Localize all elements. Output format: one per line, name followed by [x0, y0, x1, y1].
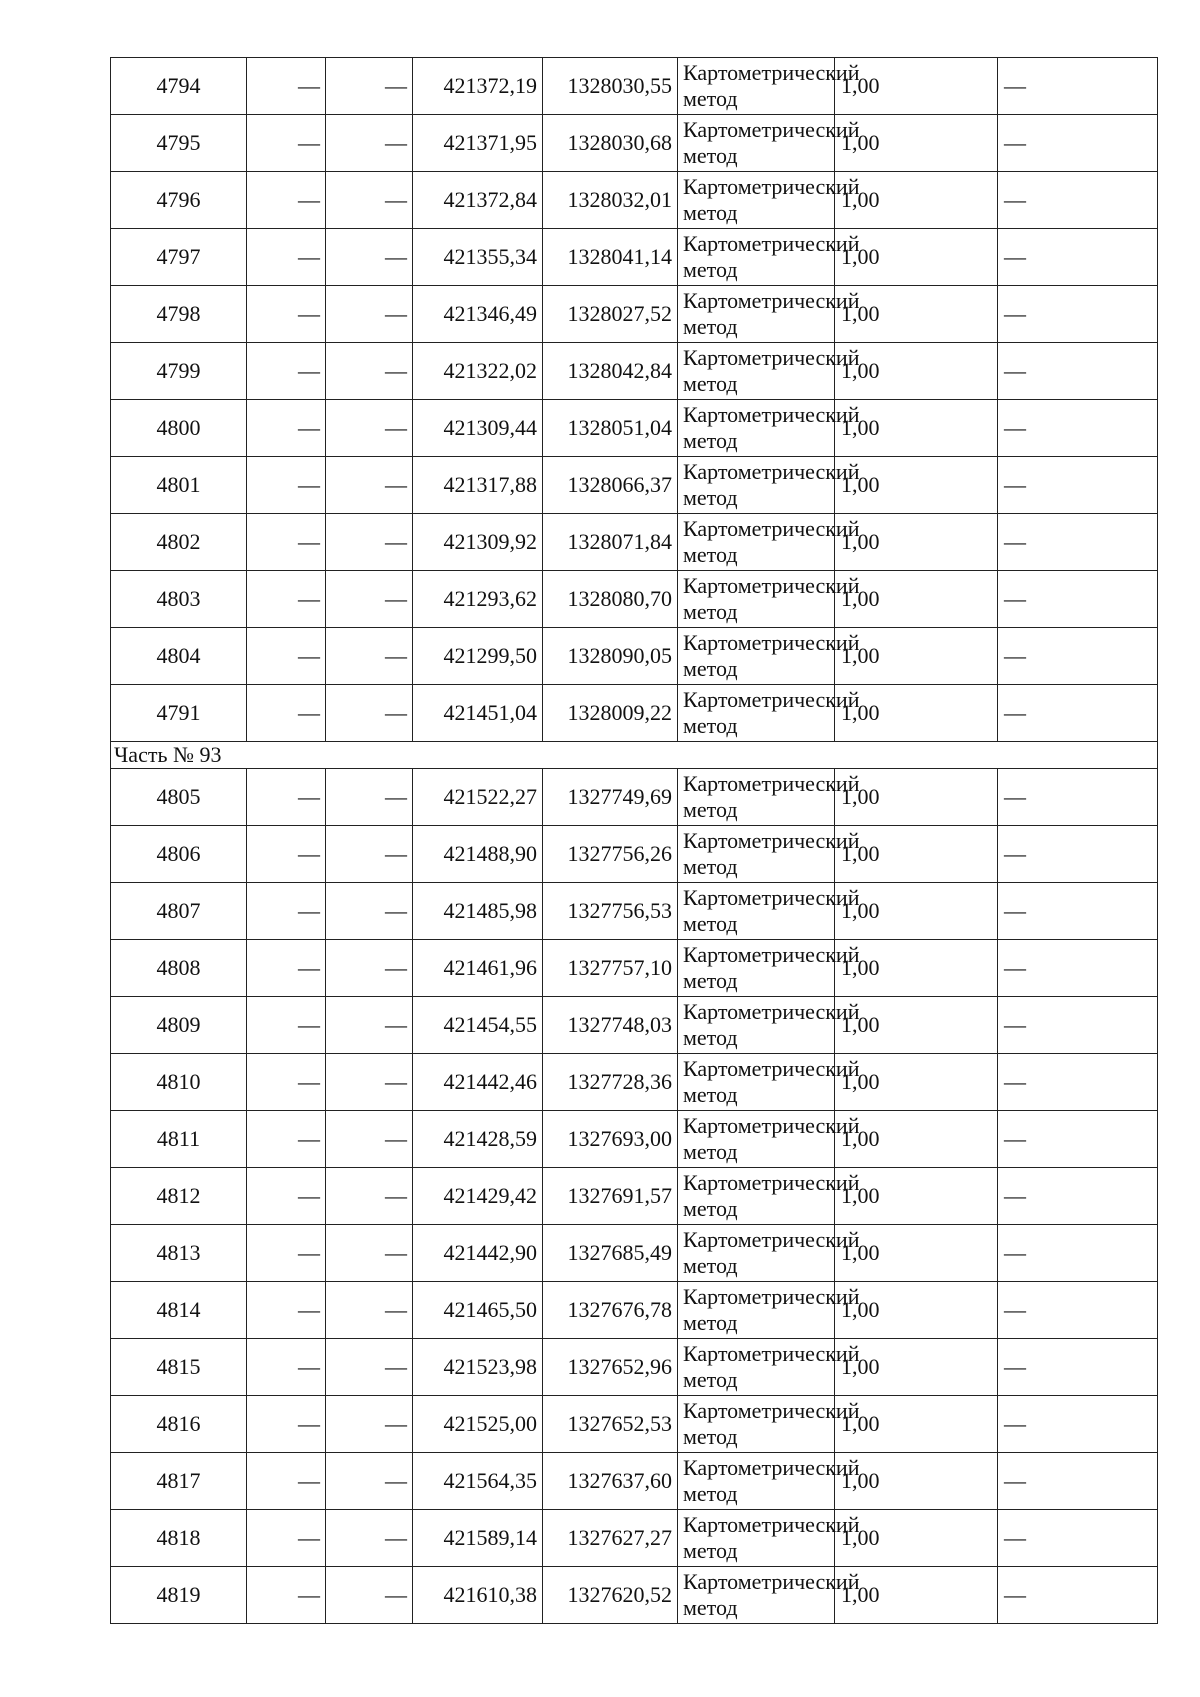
- method-cell: Картометрический метод: [678, 1111, 835, 1168]
- point-number-cell: 4815: [111, 1339, 247, 1396]
- empty-dash-cell: —: [247, 1054, 326, 1111]
- x-coordinate-cell: 421429,42: [413, 1168, 543, 1225]
- accuracy-cell: 1,00: [835, 1453, 998, 1510]
- description-cell: —: [998, 769, 1158, 826]
- description-cell: —: [998, 343, 1158, 400]
- x-coordinate-cell: 421610,38: [413, 1567, 543, 1624]
- y-coordinate-cell: 1327691,57: [543, 1168, 678, 1225]
- empty-dash-cell: —: [326, 286, 413, 343]
- method-cell: Картометрический метод: [678, 58, 835, 115]
- y-coordinate-cell: 1327676,78: [543, 1282, 678, 1339]
- y-coordinate-cell: 1327728,36: [543, 1054, 678, 1111]
- empty-dash-cell: —: [326, 940, 413, 997]
- method-cell: Картометрический метод: [678, 514, 835, 571]
- point-number-cell: 4806: [111, 826, 247, 883]
- y-coordinate-cell: 1328030,68: [543, 115, 678, 172]
- empty-dash-cell: —: [247, 997, 326, 1054]
- method-cell: Картометрический метод: [678, 628, 835, 685]
- y-coordinate-cell: 1327757,10: [543, 940, 678, 997]
- empty-dash-cell: —: [247, 1453, 326, 1510]
- point-number-cell: 4808: [111, 940, 247, 997]
- empty-dash-cell: —: [326, 1567, 413, 1624]
- accuracy-cell: 1,00: [835, 1282, 998, 1339]
- description-cell: —: [998, 1168, 1158, 1225]
- x-coordinate-cell: 421372,84: [413, 172, 543, 229]
- empty-dash-cell: —: [247, 172, 326, 229]
- y-coordinate-cell: 1328030,55: [543, 58, 678, 115]
- method-cell: Картометрический метод: [678, 1453, 835, 1510]
- description-cell: —: [998, 457, 1158, 514]
- method-cell: Картометрический метод: [678, 400, 835, 457]
- point-number-cell: 4812: [111, 1168, 247, 1225]
- table-row: [111, 172, 1158, 229]
- table-row: [111, 400, 1158, 457]
- table-row: [111, 58, 1158, 115]
- point-number-cell: 4801: [111, 457, 247, 514]
- table-row: [111, 1453, 1158, 1510]
- accuracy-cell: 1,00: [835, 685, 998, 742]
- x-coordinate-cell: 421454,55: [413, 997, 543, 1054]
- empty-dash-cell: —: [247, 400, 326, 457]
- point-number-cell: 4809: [111, 997, 247, 1054]
- table-row: [111, 1225, 1158, 1282]
- empty-dash-cell: —: [247, 286, 326, 343]
- x-coordinate-cell: 421317,88: [413, 457, 543, 514]
- point-number-cell: 4805: [111, 769, 247, 826]
- table-row: [111, 769, 1158, 826]
- x-coordinate-cell: 421299,50: [413, 628, 543, 685]
- table-row: [111, 1111, 1158, 1168]
- accuracy-cell: 1,00: [835, 1567, 998, 1624]
- description-cell: —: [998, 1453, 1158, 1510]
- description-cell: —: [998, 172, 1158, 229]
- x-coordinate-cell: 421442,46: [413, 1054, 543, 1111]
- method-cell: Картометрический метод: [678, 883, 835, 940]
- x-coordinate-cell: 421322,02: [413, 343, 543, 400]
- x-coordinate-cell: 421451,04: [413, 685, 543, 742]
- method-cell: Картометрический метод: [678, 1282, 835, 1339]
- x-coordinate-cell: 421309,92: [413, 514, 543, 571]
- y-coordinate-cell: 1328042,84: [543, 343, 678, 400]
- accuracy-cell: 1,00: [835, 571, 998, 628]
- accuracy-cell: 1,00: [835, 769, 998, 826]
- empty-dash-cell: —: [247, 1225, 326, 1282]
- description-cell: —: [998, 1510, 1158, 1567]
- y-coordinate-cell: 1328066,37: [543, 457, 678, 514]
- accuracy-cell: 1,00: [835, 286, 998, 343]
- empty-dash-cell: —: [326, 883, 413, 940]
- point-number-cell: 4813: [111, 1225, 247, 1282]
- point-number-cell: 4795: [111, 115, 247, 172]
- y-coordinate-cell: 1328009,22: [543, 685, 678, 742]
- method-cell: Картометрический метод: [678, 1396, 835, 1453]
- empty-dash-cell: —: [247, 1339, 326, 1396]
- point-number-cell: 4819: [111, 1567, 247, 1624]
- accuracy-cell: 1,00: [835, 1510, 998, 1567]
- empty-dash-cell: —: [247, 229, 326, 286]
- table-row: [111, 997, 1158, 1054]
- empty-dash-cell: —: [326, 343, 413, 400]
- empty-dash-cell: —: [326, 400, 413, 457]
- table-row: [111, 457, 1158, 514]
- description-cell: —: [998, 115, 1158, 172]
- accuracy-cell: 1,00: [835, 997, 998, 1054]
- method-cell: Картометрический метод: [678, 343, 835, 400]
- x-coordinate-cell: 421485,98: [413, 883, 543, 940]
- description-cell: —: [998, 58, 1158, 115]
- empty-dash-cell: —: [247, 940, 326, 997]
- empty-dash-cell: —: [326, 685, 413, 742]
- empty-dash-cell: —: [247, 1396, 326, 1453]
- point-number-cell: 4811: [111, 1111, 247, 1168]
- empty-dash-cell: —: [326, 1225, 413, 1282]
- empty-dash-cell: —: [247, 514, 326, 571]
- table-row: [111, 1396, 1158, 1453]
- description-cell: —: [998, 1225, 1158, 1282]
- empty-dash-cell: —: [326, 1453, 413, 1510]
- table-row: [111, 1282, 1158, 1339]
- point-number-cell: 4810: [111, 1054, 247, 1111]
- empty-dash-cell: —: [247, 58, 326, 115]
- empty-dash-cell: —: [247, 628, 326, 685]
- method-cell: Картометрический метод: [678, 1510, 835, 1567]
- accuracy-cell: 1,00: [835, 1396, 998, 1453]
- point-number-cell: 4796: [111, 172, 247, 229]
- empty-dash-cell: —: [326, 172, 413, 229]
- y-coordinate-cell: 1327652,96: [543, 1339, 678, 1396]
- empty-dash-cell: —: [247, 571, 326, 628]
- empty-dash-cell: —: [326, 1339, 413, 1396]
- accuracy-cell: 1,00: [835, 940, 998, 997]
- method-cell: Картометрический метод: [678, 115, 835, 172]
- table-row: [111, 343, 1158, 400]
- table-row: [111, 1510, 1158, 1567]
- table-row: [111, 628, 1158, 685]
- empty-dash-cell: —: [326, 1168, 413, 1225]
- empty-dash-cell: —: [326, 115, 413, 172]
- point-number-cell: 4807: [111, 883, 247, 940]
- empty-dash-cell: —: [326, 1510, 413, 1567]
- x-coordinate-cell: 421372,19: [413, 58, 543, 115]
- y-coordinate-cell: 1327756,53: [543, 883, 678, 940]
- method-cell: Картометрический метод: [678, 997, 835, 1054]
- y-coordinate-cell: 1327749,69: [543, 769, 678, 826]
- method-cell: Картометрический метод: [678, 457, 835, 514]
- empty-dash-cell: —: [326, 997, 413, 1054]
- description-cell: —: [998, 571, 1158, 628]
- empty-dash-cell: —: [326, 457, 413, 514]
- empty-dash-cell: —: [326, 58, 413, 115]
- y-coordinate-cell: 1328041,14: [543, 229, 678, 286]
- x-coordinate-cell: 421589,14: [413, 1510, 543, 1567]
- description-cell: —: [998, 1111, 1158, 1168]
- coordinates-table: [110, 57, 1158, 1624]
- y-coordinate-cell: 1328080,70: [543, 571, 678, 628]
- method-cell: Картометрический метод: [678, 1225, 835, 1282]
- y-coordinate-cell: 1328027,52: [543, 286, 678, 343]
- method-cell: Картометрический метод: [678, 172, 835, 229]
- empty-dash-cell: —: [247, 685, 326, 742]
- description-cell: —: [998, 685, 1158, 742]
- y-coordinate-cell: 1327627,27: [543, 1510, 678, 1567]
- part-heading: Часть № 93: [111, 742, 1158, 769]
- x-coordinate-cell: 421564,35: [413, 1453, 543, 1510]
- accuracy-cell: 1,00: [835, 58, 998, 115]
- accuracy-cell: 1,00: [835, 514, 998, 571]
- point-number-cell: 4794: [111, 58, 247, 115]
- point-number-cell: 4798: [111, 286, 247, 343]
- empty-dash-cell: —: [247, 1282, 326, 1339]
- y-coordinate-cell: 1327685,49: [543, 1225, 678, 1282]
- point-number-cell: 4818: [111, 1510, 247, 1567]
- method-cell: Картометрический метод: [678, 571, 835, 628]
- table-row: [111, 1339, 1158, 1396]
- method-cell: Картометрический метод: [678, 286, 835, 343]
- description-cell: —: [998, 1054, 1158, 1111]
- x-coordinate-cell: 421461,96: [413, 940, 543, 997]
- point-number-cell: 4797: [111, 229, 247, 286]
- method-cell: Картометрический метод: [678, 769, 835, 826]
- point-number-cell: 4816: [111, 1396, 247, 1453]
- empty-dash-cell: —: [247, 115, 326, 172]
- accuracy-cell: 1,00: [835, 457, 998, 514]
- point-number-cell: 4799: [111, 343, 247, 400]
- method-cell: Картометрический метод: [678, 826, 835, 883]
- x-coordinate-cell: 421428,59: [413, 1111, 543, 1168]
- accuracy-cell: 1,00: [835, 1054, 998, 1111]
- accuracy-cell: 1,00: [835, 400, 998, 457]
- accuracy-cell: 1,00: [835, 172, 998, 229]
- point-number-cell: 4817: [111, 1453, 247, 1510]
- empty-dash-cell: —: [326, 1054, 413, 1111]
- x-coordinate-cell: 421371,95: [413, 115, 543, 172]
- point-number-cell: 4791: [111, 685, 247, 742]
- table-row: [111, 514, 1158, 571]
- y-coordinate-cell: 1327620,52: [543, 1567, 678, 1624]
- method-cell: Картометрический метод: [678, 1567, 835, 1624]
- y-coordinate-cell: 1327756,26: [543, 826, 678, 883]
- y-coordinate-cell: 1327637,60: [543, 1453, 678, 1510]
- table-row: [111, 940, 1158, 997]
- method-cell: Картометрический метод: [678, 1339, 835, 1396]
- x-coordinate-cell: 421293,62: [413, 571, 543, 628]
- point-number-cell: 4802: [111, 514, 247, 571]
- x-coordinate-cell: 421442,90: [413, 1225, 543, 1282]
- empty-dash-cell: —: [247, 1168, 326, 1225]
- empty-dash-cell: —: [247, 457, 326, 514]
- x-coordinate-cell: 421488,90: [413, 826, 543, 883]
- table-row: [111, 883, 1158, 940]
- point-number-cell: 4803: [111, 571, 247, 628]
- accuracy-cell: 1,00: [835, 1111, 998, 1168]
- description-cell: —: [998, 1339, 1158, 1396]
- method-cell: Картометрический метод: [678, 685, 835, 742]
- y-coordinate-cell: 1327652,53: [543, 1396, 678, 1453]
- empty-dash-cell: —: [326, 1396, 413, 1453]
- point-number-cell: 4800: [111, 400, 247, 457]
- x-coordinate-cell: 421523,98: [413, 1339, 543, 1396]
- empty-dash-cell: —: [247, 883, 326, 940]
- y-coordinate-cell: 1328090,05: [543, 628, 678, 685]
- description-cell: —: [998, 1282, 1158, 1339]
- method-cell: Картометрический метод: [678, 229, 835, 286]
- accuracy-cell: 1,00: [835, 1339, 998, 1396]
- accuracy-cell: 1,00: [835, 883, 998, 940]
- table-row: [111, 1168, 1158, 1225]
- description-cell: —: [998, 1567, 1158, 1624]
- method-cell: Картометрический метод: [678, 1054, 835, 1111]
- empty-dash-cell: —: [326, 571, 413, 628]
- accuracy-cell: 1,00: [835, 115, 998, 172]
- table-row: [111, 571, 1158, 628]
- empty-dash-cell: —: [326, 628, 413, 685]
- accuracy-cell: 1,00: [835, 628, 998, 685]
- part-heading-row: [111, 742, 1158, 769]
- empty-dash-cell: —: [326, 826, 413, 883]
- y-coordinate-cell: 1327748,03: [543, 997, 678, 1054]
- accuracy-cell: 1,00: [835, 1168, 998, 1225]
- table-row: [111, 115, 1158, 172]
- description-cell: —: [998, 286, 1158, 343]
- table-body: [111, 58, 1158, 1624]
- accuracy-cell: 1,00: [835, 343, 998, 400]
- empty-dash-cell: —: [326, 229, 413, 286]
- x-coordinate-cell: 421465,50: [413, 1282, 543, 1339]
- empty-dash-cell: —: [247, 1510, 326, 1567]
- method-cell: Картометрический метод: [678, 940, 835, 997]
- description-cell: —: [998, 883, 1158, 940]
- description-cell: —: [998, 514, 1158, 571]
- description-cell: —: [998, 997, 1158, 1054]
- y-coordinate-cell: 1328032,01: [543, 172, 678, 229]
- empty-dash-cell: —: [326, 514, 413, 571]
- accuracy-cell: 1,00: [835, 229, 998, 286]
- empty-dash-cell: —: [247, 343, 326, 400]
- table-row: [111, 1567, 1158, 1624]
- table-row: [111, 1054, 1158, 1111]
- x-coordinate-cell: 421309,44: [413, 400, 543, 457]
- empty-dash-cell: —: [326, 1111, 413, 1168]
- accuracy-cell: 1,00: [835, 1225, 998, 1282]
- empty-dash-cell: —: [247, 769, 326, 826]
- description-cell: —: [998, 628, 1158, 685]
- description-cell: —: [998, 826, 1158, 883]
- y-coordinate-cell: 1328051,04: [543, 400, 678, 457]
- empty-dash-cell: —: [247, 826, 326, 883]
- table-row: [111, 229, 1158, 286]
- point-number-cell: 4804: [111, 628, 247, 685]
- y-coordinate-cell: 1328071,84: [543, 514, 678, 571]
- x-coordinate-cell: 421355,34: [413, 229, 543, 286]
- description-cell: —: [998, 940, 1158, 997]
- table-row: [111, 685, 1158, 742]
- x-coordinate-cell: 421522,27: [413, 769, 543, 826]
- x-coordinate-cell: 421346,49: [413, 286, 543, 343]
- empty-dash-cell: —: [326, 1282, 413, 1339]
- y-coordinate-cell: 1327693,00: [543, 1111, 678, 1168]
- point-number-cell: 4814: [111, 1282, 247, 1339]
- empty-dash-cell: —: [247, 1567, 326, 1624]
- description-cell: —: [998, 400, 1158, 457]
- description-cell: —: [998, 229, 1158, 286]
- table-row: [111, 826, 1158, 883]
- table-row: [111, 286, 1158, 343]
- empty-dash-cell: —: [247, 1111, 326, 1168]
- accuracy-cell: 1,00: [835, 826, 998, 883]
- method-cell: Картометрический метод: [678, 1168, 835, 1225]
- empty-dash-cell: —: [326, 769, 413, 826]
- description-cell: —: [998, 1396, 1158, 1453]
- x-coordinate-cell: 421525,00: [413, 1396, 543, 1453]
